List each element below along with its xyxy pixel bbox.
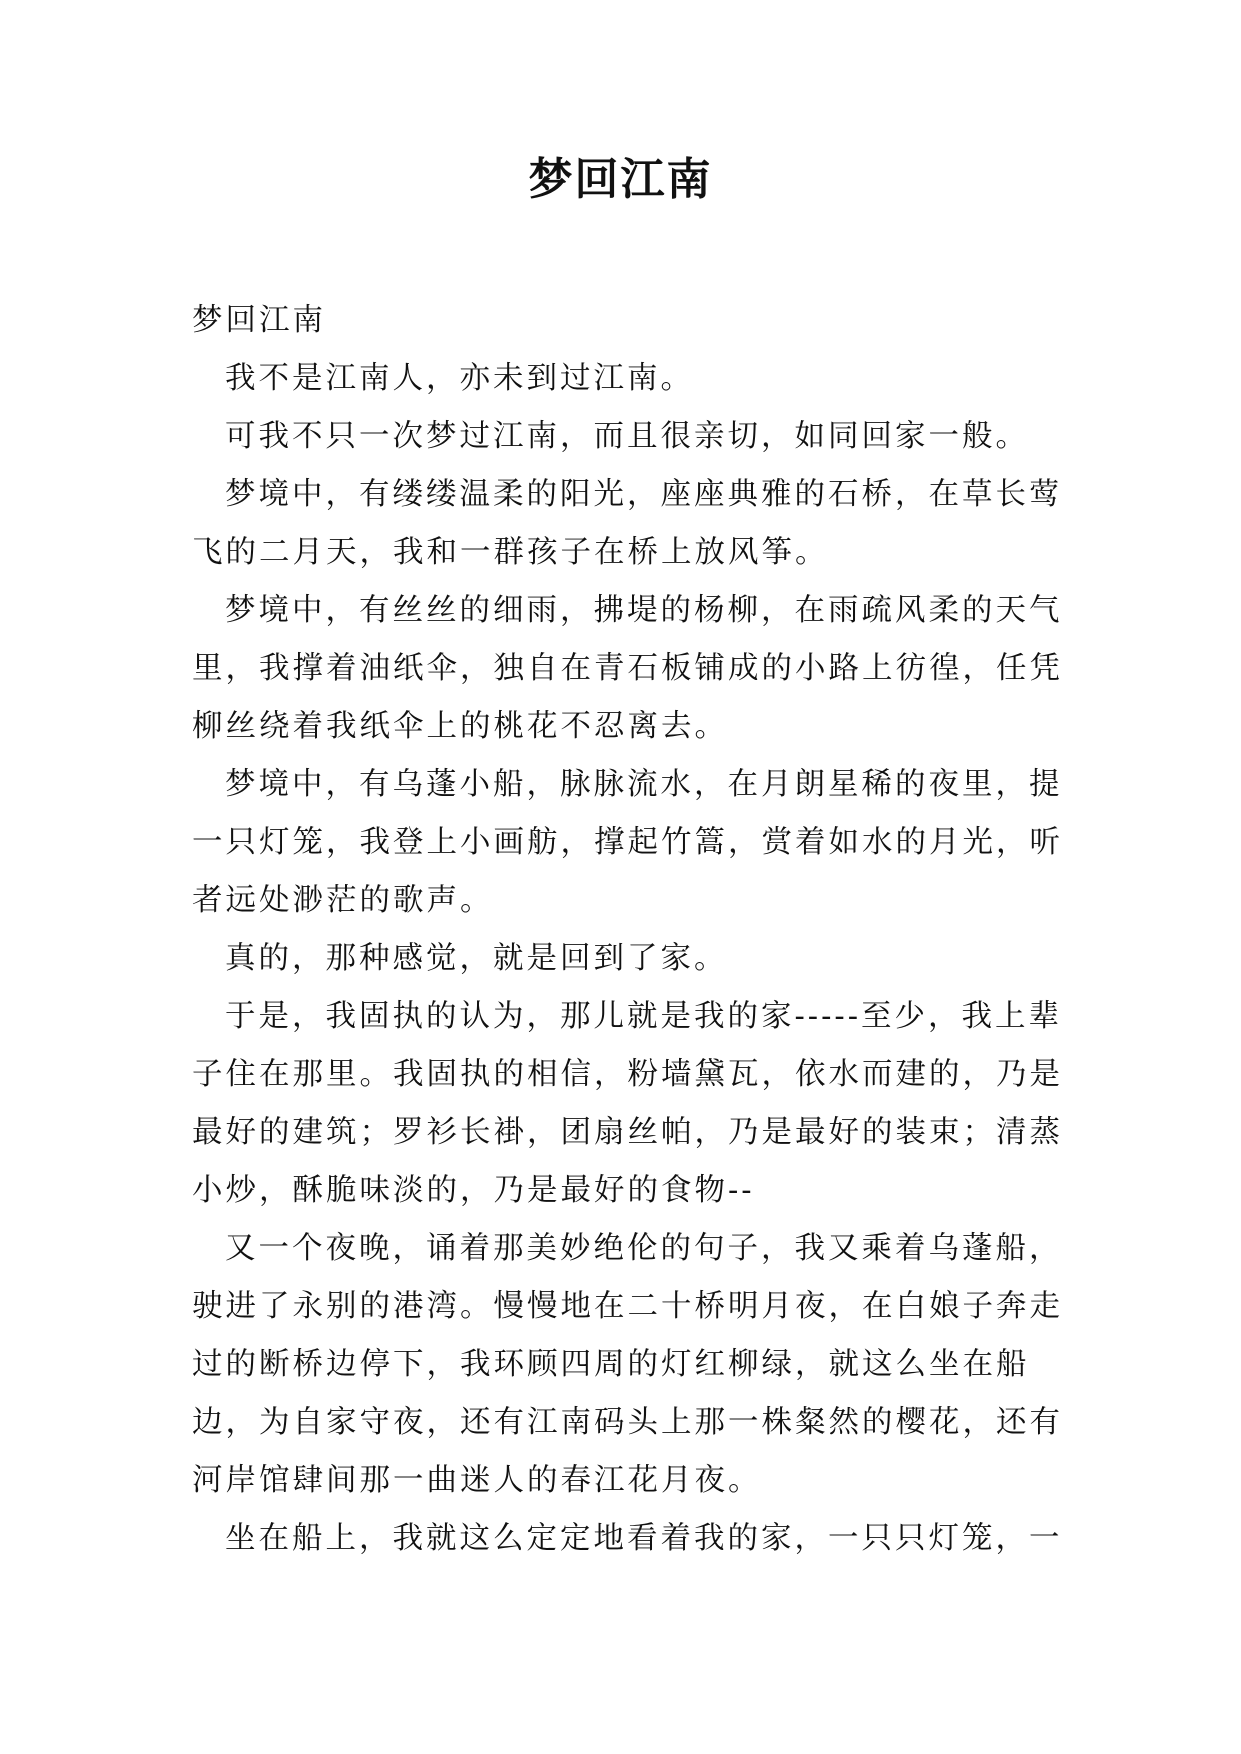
paragraph: 坐在船上，我就这么定定地看着我的家，一只只灯笼，一 bbox=[225, 1521, 1063, 1556]
document-body bbox=[192, 292, 1064, 1568]
paragraph: 于是，我固执的认为，那儿就是我的家-----至少，我上辈子住在那里。我固执的相信，粉墙黛瓦，依水而建的，乃是最好的建筑；罗衫长褂，团扇丝帕，乃是最好的装束；清蒸小炒，酥脆味淡的，乃是最好的食物-- bbox=[192, 999, 1063, 1208]
paragraph: 梦境中，有乌蓬小船，脉脉流水，在月朗星稀的夜里，提一只灯笼，我登上小画舫，撑起竹篙，赏着如水的月光，听者远处渺茫的歌声。 bbox=[192, 767, 1063, 918]
paragraph: 又一个夜晚，诵着那美妙绝伦的句子，我又乘着乌蓬船，驶进了永别的港湾。慢慢地在二十桥明月夜，在白娘子奔走过的断桥边停下，我环顾四周的灯红柳绿，就这么坐在船边，为自家守夜，还有江南码头上那一株粲然的樱花，还有河岸馆肆间那一曲迷人的春江花月夜。 bbox=[192, 1231, 1063, 1498]
document-title: 梦回江南 bbox=[528, 154, 713, 205]
paragraph: 梦境中，有丝丝的细雨，拂堤的杨柳，在雨疏风柔的天气里，我撑着油纸伞，独自在青石板铺成的小路上彷徨，任凭柳丝绕着我纸伞上的桃花不忍离去。 bbox=[192, 593, 1063, 744]
paragraph: 梦境中，有缕缕温柔的阳光，座座典雅的石桥，在草长莺飞的二月天，我和一群孩子在桥上放风筝。 bbox=[192, 477, 1063, 570]
article-subtitle: 梦回江南 bbox=[192, 303, 326, 338]
paragraph: 真的，那种感觉，就是回到了家。 bbox=[225, 941, 728, 976]
paragraph: 可我不只一次梦过江南，而且很亲切，如同回家一般。 bbox=[225, 419, 1029, 454]
paragraph: 我不是江南人，亦未到过江南。 bbox=[225, 361, 694, 396]
